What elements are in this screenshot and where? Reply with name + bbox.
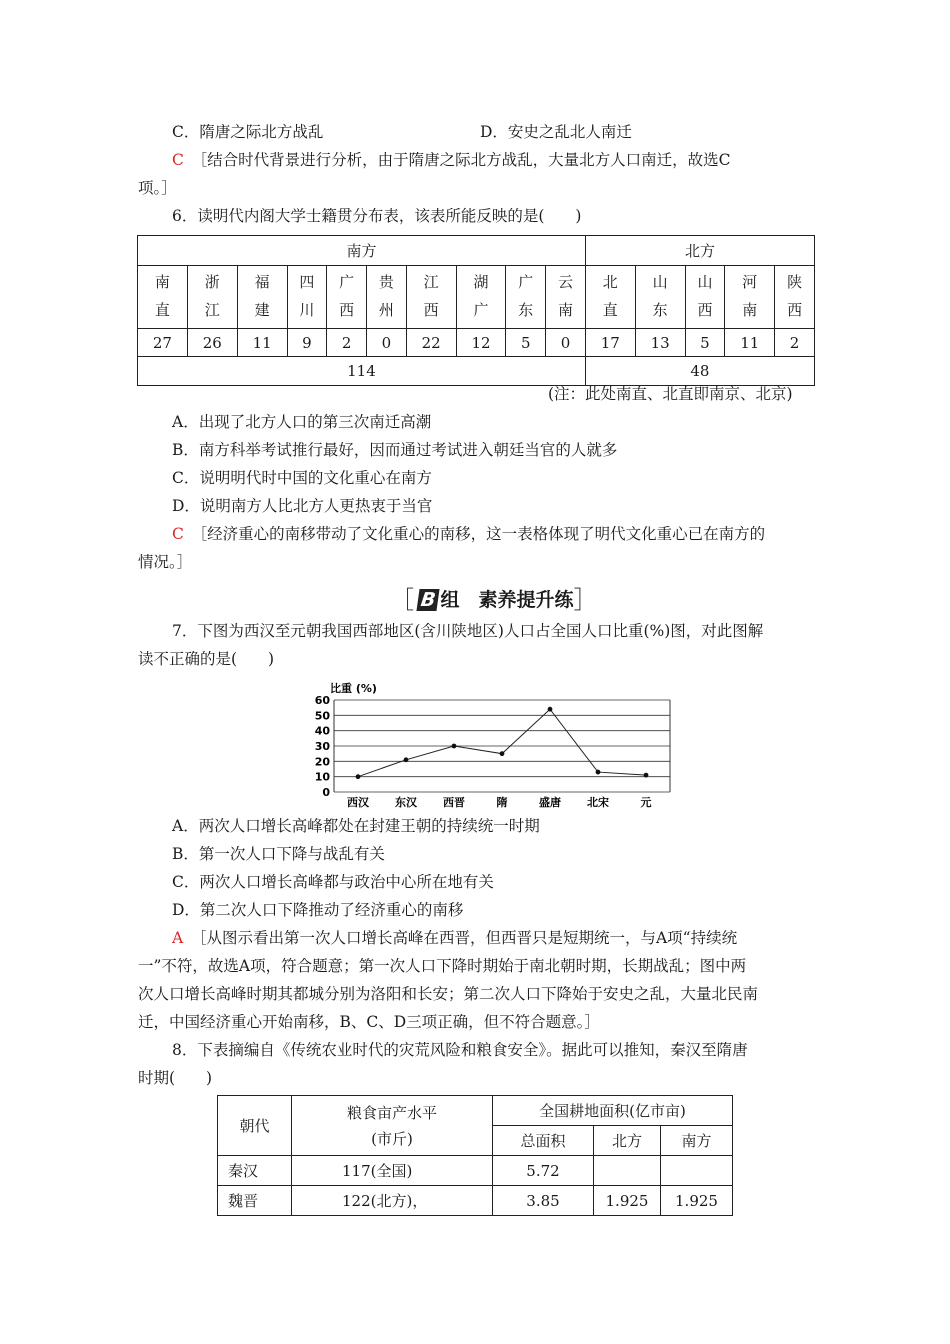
chart-data-point (356, 774, 361, 779)
q6-province-char-top: 福 (254, 273, 270, 291)
chart-x-tick-label: 元 (640, 796, 652, 809)
q6-province-char-bottom: 川 (299, 301, 315, 319)
chart-y-tick-label: 20 (314, 755, 330, 769)
q6-north-header: 北方 (585, 236, 814, 266)
q7-stem-1: 7．下图为西汉至元朝我国西部地区(含川陕地区)人口占全国人口比重(%)图，对此图解 (172, 622, 764, 640)
chart-y-tick-label: 60 (314, 694, 330, 707)
q6-count-cell: 5 (685, 329, 725, 357)
q7-explain-2: 一”不符，故选A项，符合题意；第一次人口下降时期始于南北朝时期，长期战乱；图中两 (138, 957, 747, 975)
q6-province-char-top: 四 (299, 273, 315, 291)
chart-x-tick-label: 西晋 (443, 796, 465, 809)
q8-row-total: 5.72 (493, 1156, 594, 1186)
q6-south-total: 114 (138, 357, 586, 386)
q6-province-char-bottom: 东 (518, 301, 534, 319)
q8-row (218, 1156, 733, 1186)
q6-province-char-top: 南 (154, 273, 170, 291)
q6-province-char-top: 陕 (787, 273, 803, 291)
q6-note: (注：此处南直、北直即南京、北京) (548, 385, 793, 403)
q6-province-char-bottom: 西 (787, 301, 803, 319)
q5-explain-2: 项。］ (138, 179, 177, 197)
q6-province-char-bottom: 江 (204, 301, 220, 319)
q6-province-cell (327, 266, 367, 329)
q6-province-char-top: 山 (652, 273, 668, 291)
chart-x-tick-label: 盛唐 (539, 796, 561, 809)
q8-row (218, 1186, 733, 1216)
section-heading (390, 580, 598, 615)
q8-header-south: 南方 (661, 1126, 733, 1156)
q6-option-d: D．说明南方人比北方人更热衷于当官 (172, 497, 433, 515)
q6-explain-2: 情况。］ (138, 553, 193, 571)
q7-explain-1: ［从图示看出第一次人口增长高峰在西晋，但西晋只是短期统一，与A项“持续统 (198, 929, 738, 947)
q7-explanation (172, 927, 737, 949)
q6-south-header: 南方 (138, 236, 586, 266)
q6-north-total: 48 (585, 357, 814, 386)
q6-stem: 6．读明代内阁大学士籍贯分布表，该表所能反映的是( ) (172, 207, 582, 225)
q6-count-cell: 11 (725, 329, 775, 357)
q8-header-yield-1: 粮食亩产水平 (346, 1103, 437, 1122)
q5-option-d: D．安史之乱北人南迁 (480, 123, 632, 141)
q6-count-cell: 22 (406, 329, 456, 357)
q6-table (137, 235, 815, 386)
q5-explanation (172, 149, 731, 171)
q6-province-char-bottom: 建 (254, 301, 270, 319)
q7-population-chart (300, 678, 690, 810)
chart-y-tick-label: 40 (314, 724, 330, 738)
chart-series-line (358, 709, 646, 776)
q5-option-c: C．隋唐之际北方战乱 (172, 123, 324, 141)
section-title: 素养提升练 (478, 589, 574, 611)
section-right-bracket: ］ (573, 586, 598, 614)
q8-row-south: 1.925 (661, 1186, 733, 1216)
q8-row-dynasty: 魏晋 (218, 1186, 292, 1216)
q6-province-cell (456, 266, 506, 329)
q8-row-north: 1.925 (594, 1186, 661, 1216)
q7-explain-4: 迁，中国经济重心开始南移，B、C、D三项正确，但不符合题意。］ (138, 1013, 600, 1031)
q6-province-cell (367, 266, 407, 329)
q6-province-char-bottom: 东 (652, 301, 668, 319)
q8-header-yield-2: (市斤) (371, 1129, 413, 1148)
q7-explain-3: 次人口增长高峰时期其都城分别为洛阳和长安；第二次人口下降始于安史之乱，大量北民南 (138, 985, 759, 1003)
q8-table (217, 1095, 733, 1216)
q6-province-cell (585, 266, 635, 329)
q7-option-c: C．两次人口增长高峰都与政治中心所在地有关 (172, 873, 494, 891)
q6-count-cell: 11 (237, 329, 287, 357)
q6-option-a: A．出现了北方人口的第三次南迁高潮 (172, 413, 432, 431)
chart-y-tick-label: 0 (322, 786, 330, 799)
q6-count-cell: 27 (138, 329, 188, 357)
q8-header-dynasty: 朝代 (218, 1096, 292, 1156)
q6-province-cell (506, 266, 546, 329)
q6-province-char-bottom: 广 (473, 301, 489, 319)
q6-province-cell (406, 266, 456, 329)
q6-province-char-bottom: 西 (339, 301, 355, 319)
q6-province-char-top: 浙 (204, 273, 220, 291)
chart-x-tick-label: 北宋 (587, 796, 609, 809)
q8-row-south (661, 1156, 733, 1186)
q7-stem-2: 读不正确的是( ) (138, 650, 275, 668)
chart-y-ticks (315, 694, 331, 799)
q6-province-char-bottom: 南 (742, 301, 758, 319)
chart-y-tick-label: 30 (314, 740, 330, 753)
chart-ylabel: 比重 (%) (330, 682, 377, 695)
q8-row-north (594, 1156, 661, 1186)
q8-stem-2: 时期( ) (138, 1069, 213, 1087)
chart-x-tick-label: 东汉 (395, 796, 417, 809)
q6-count-cell: 0 (546, 329, 586, 357)
chart-x-tick-label: 西汉 (347, 796, 369, 809)
q8-header-total: 总面积 (493, 1126, 594, 1156)
chart-data-point (644, 773, 649, 778)
q6-province-char-bottom: 州 (378, 301, 394, 319)
chart-data-point (500, 751, 505, 756)
q6-count-cell: 2 (775, 329, 815, 357)
section-group-letter: B (416, 589, 440, 611)
q6-count-row (138, 329, 815, 357)
q6-province-char-top: 江 (423, 273, 439, 291)
q6-count-cell: 9 (287, 329, 327, 357)
q6-province-char-bottom: 西 (423, 301, 439, 319)
chart-x-tick-label: 隋 (496, 796, 508, 809)
q6-option-b: B．南方科举考试推行最好，因而通过考试进入朝廷当官的人就多 (172, 441, 618, 459)
q6-explanation (172, 523, 765, 545)
q6-province-cell (546, 266, 586, 329)
q6-province-char-top: 广 (518, 273, 534, 291)
chart-data-point (548, 707, 553, 712)
q6-province-char-top: 广 (339, 273, 355, 291)
q6-count-cell: 0 (367, 329, 407, 357)
q8-header-north: 北方 (594, 1126, 661, 1156)
q8-header-area: 全国耕地面积(亿市亩) (493, 1096, 733, 1126)
q6-province-char-top: 北 (602, 273, 618, 291)
q6-province-cell (725, 266, 775, 329)
q6-province-cell (237, 266, 287, 329)
q8-row-dynasty: 秦汉 (218, 1156, 292, 1186)
q6-province-cell (775, 266, 815, 329)
chart-grid (334, 700, 670, 792)
chart-data-point (404, 757, 409, 762)
chart-data-point (596, 770, 601, 775)
q6-province-char-top: 贵 (378, 273, 394, 291)
q6-option-c: C．说明明代时中国的文化重心在南方 (172, 469, 432, 487)
chart-data-point (452, 744, 457, 749)
q6-province-cell (685, 266, 725, 329)
q6-count-cell: 5 (506, 329, 546, 357)
q6-province-char-bottom: 直 (602, 301, 618, 319)
q6-province-row (138, 266, 815, 329)
q6-province-cell (635, 266, 685, 329)
q6-province-cell (187, 266, 237, 329)
q7-option-a: A．两次人口增长高峰都处在封建王朝的持续统一时期 (172, 817, 540, 835)
q6-count-cell: 2 (327, 329, 367, 357)
q6-answer: C (172, 525, 184, 543)
q8-stem-1: 8．下表摘编自《传统农业时代的灾荒风险和粮食安全》。据此可以推知，秦汉至隋唐 (172, 1041, 748, 1059)
q5-explain-1: ［结合时代背景进行分析，由于隋唐之际北方战乱，大量北方人口南迁，故选C (199, 151, 731, 169)
q8-row-yield: 122(北方)， (292, 1186, 493, 1216)
q8-row-total: 3.85 (493, 1186, 594, 1216)
q6-province-char-bottom: 西 (697, 301, 713, 319)
q7-option-b: B．第一次人口下降与战乱有关 (172, 845, 385, 863)
q6-province-char-top: 云 (558, 273, 574, 291)
chart-y-tick-label: 10 (314, 770, 330, 784)
q6-province-cell (287, 266, 327, 329)
q6-count-cell: 17 (585, 329, 635, 357)
q6-province-char-top: 山 (697, 273, 713, 291)
section-group-suffix: 组 (440, 589, 460, 611)
q6-count-cell: 13 (635, 329, 685, 357)
q8-row-yield: 117(全国) (292, 1156, 493, 1186)
chart-x-ticks (347, 795, 652, 809)
q8-header-yield (292, 1096, 493, 1156)
q6-count-cell: 12 (456, 329, 506, 357)
q6-province-char-bottom: 直 (154, 301, 170, 319)
q6-province-char-bottom: 南 (558, 301, 574, 319)
chart-points (356, 707, 649, 779)
q6-explain-1: ［经济重心的南移带动了文化重心的南移，这一表格体现了明代文化重心已在南方的 (199, 525, 766, 543)
q6-province-char-top: 湖 (473, 273, 489, 291)
q6-province-char-top: 河 (742, 273, 758, 291)
section-left-bracket: ［ (390, 586, 414, 614)
q7-answer: A (172, 929, 184, 947)
chart-y-tick-label: 50 (314, 709, 330, 723)
q6-province-cell (138, 266, 188, 329)
q7-option-d: D．第二次人口下降推动了经济重心的南移 (172, 901, 464, 919)
q6-count-cell: 26 (187, 329, 237, 357)
q5-answer: C (172, 151, 184, 169)
